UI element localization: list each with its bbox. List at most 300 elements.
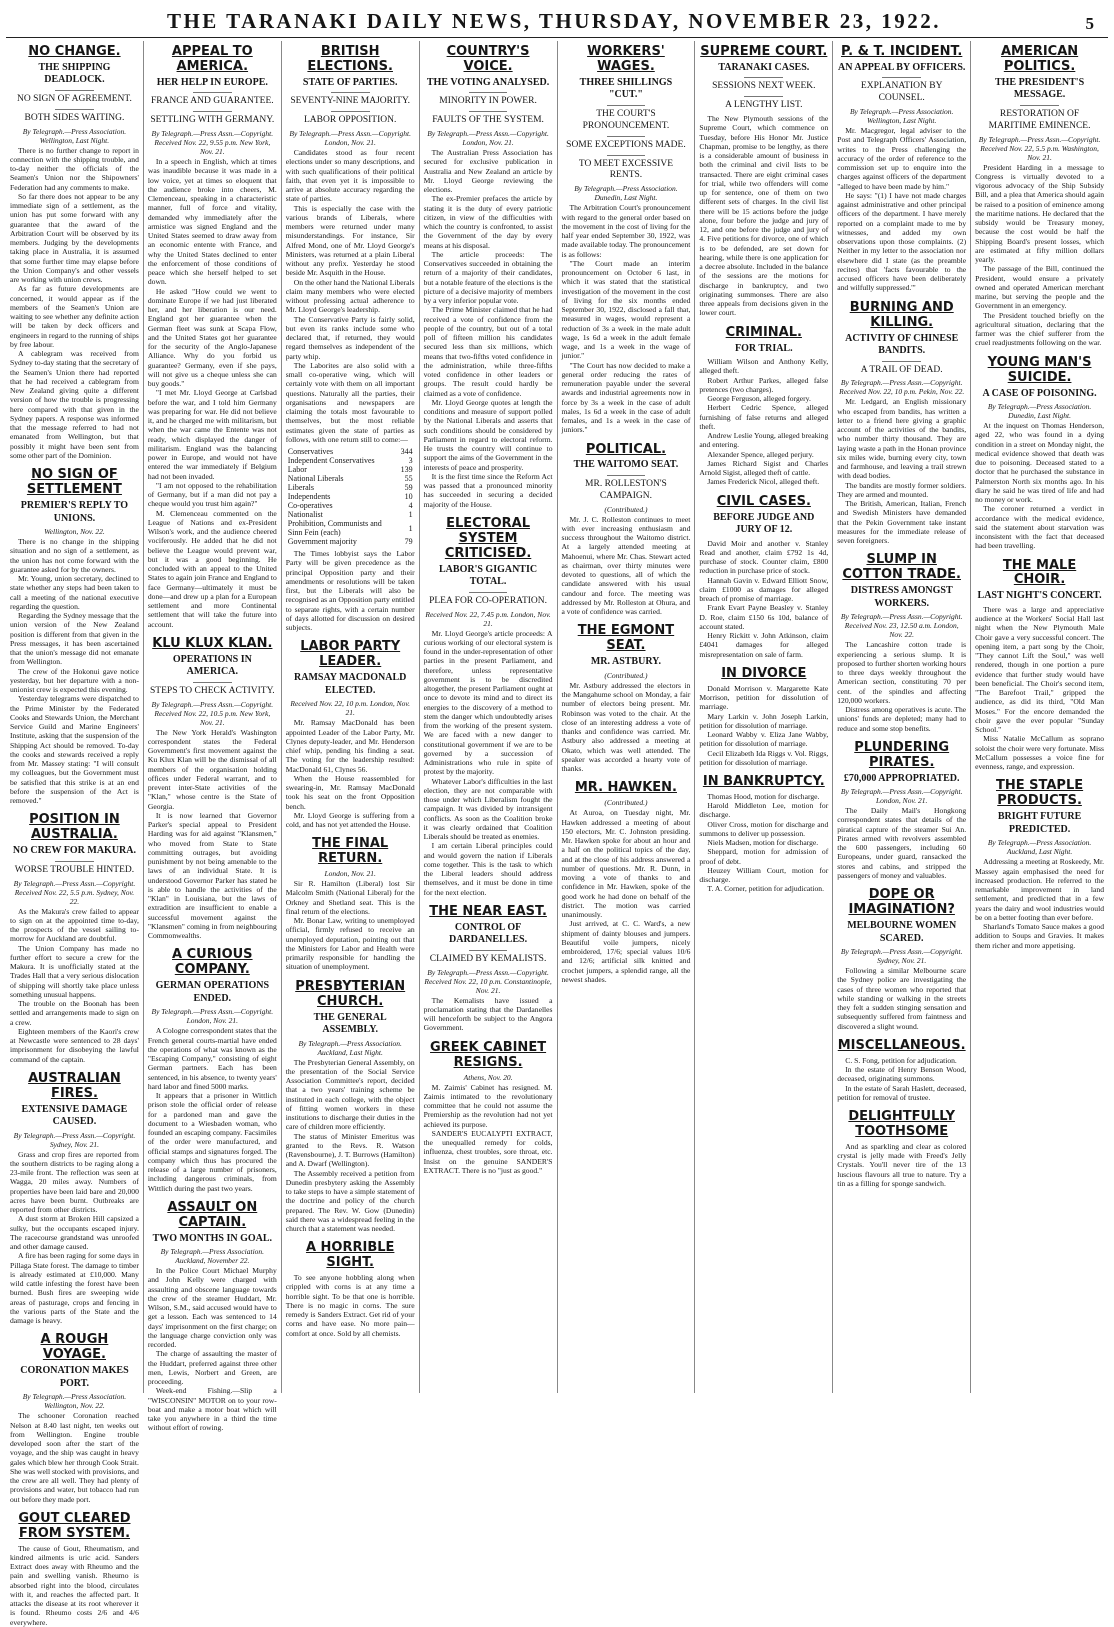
article (148, 1201, 277, 1433)
headline-rule (1020, 105, 1059, 106)
article (148, 948, 277, 1192)
article-dateline: By Telegraph.—Press Assn.—Copyright. London, Nov. 21. (840, 787, 963, 806)
article-subheadline: THREE SHILLINGS "CUT." (579, 76, 673, 101)
article (10, 468, 139, 805)
article-paragraph: The Prime Minister claimed that he had received a vote of confidence from the people of the country, but out of a total poll of fifteen million his candidates secured less than six millions, which means that two-fifths voted confidence in the administration, while three-fifths voted confidence in other leaders or groups. The result could hardly be claimed as a vote of confidence. (423, 305, 553, 398)
article-paragraph: And as sparkling and clear as colored crystal is jelly made with Freed's Jelly Crystals. You'll never tire of the 13 luscious flavours all true to nature. Try a tin as a filling for sponge sandwich. (837, 1141, 967, 1188)
article-paragraph: Robert Arthur Parkes, alleged false pretences (two charges). (699, 375, 829, 394)
article (562, 443, 691, 617)
article-paragraph: Just arrived, at C. C. Ward's, a new shipment of dainty blouses and jumpers. Beautiful voile jumpers, nicely embroidered, 17/6; special values 10/6 and 12/6; artificial silk knitted and crochet jumpers, a splendid range, all the newest shades. (561, 919, 691, 984)
article-subheadline: PREMIER'S REPLY TO UNIONS. (20, 500, 129, 524)
article-paragraph: Yesterday telegrams were dispatched to the Prime Minister by the Federated Cooks and Stewards Union, the Merchant Service Guild and Marine Engineers' Institute, asking that the suspension of the Shipping Act should be removed. To-day the cooks and stewards received a reply from Mr. Massey stating: "I will consult my colleagues, but the Government must be satisfied that this strike is at an end before the suspension of the Act is removed." (10, 694, 139, 806)
article-headline: POSITION IN AUSTRALIA. (29, 812, 120, 843)
article-subheadline: HER HELP IN EUROPE. (156, 76, 268, 88)
article (837, 741, 966, 880)
article-subheadline: DISTRESS AMONGST WORKERS. (850, 585, 953, 609)
article-paragraph: Mr. J. C. Rolleston continues to meet with ever increasing enthusiasm and success throughout the Waitomo district. At a largely attended meeting at Mahoenui, where Mr. Chas. Stewart acted as chairman, over thirty minutes were devoted to questions, all of which the candidate answered with his usual candour and force. The meeting was addressed by Mr. Rolleston at Ohura, and a vote of confidence was carried. (561, 514, 691, 617)
article (975, 45, 1104, 348)
article (837, 301, 966, 546)
article-paragraph: The President touched briefly on the agricultural situation, declaring that the farmer was the chief sufferer from the cruel readjustments following on the war. (975, 310, 1104, 348)
article-paragraph: The British, American, Italian, French and Swedish Ministers have demanded that the Pekin Government take instant measures for the immediate release of seven foreigners. (837, 499, 967, 546)
article-subheadline: TARANAKI CASES. (718, 61, 810, 73)
headline-rule (55, 90, 94, 91)
article-subheadline: £70,000 APPROPRIATED. (843, 772, 960, 784)
party-seats: 1 (408, 523, 413, 533)
article-paragraph: There was a large and appreciative audience at the Workers' Social Hall last night when the New Plymouth Male Choir gave a very successful concert. The opening item, a part song by the Choir, "They cannot Lift the Soul," was well rendered, though in one portion a pure evidence that further study would have been beneficial. The Choir's second item, "The Barefoot Trail," gripped the audience, as did its third, "Old Man Moses." For the encore demanded the choir gave the ever popular "Sunday School." (975, 604, 1104, 735)
article-subheadline: MR. ROLLESTON'S CAMPAIGN. (585, 478, 667, 501)
article-headline: WORKERS' WAGES. (587, 44, 665, 74)
results-row (286, 519, 415, 537)
party-name: Independent Conservatives (287, 456, 375, 466)
article (699, 775, 828, 894)
article-dateline: (Contributed.) (604, 670, 648, 680)
article-paragraph: Mr. Lloyd George's article proceeds: A curious working of our electoral system is found in the under-representation of other parties in the present Parliament, and therefore, unless representative government is to be discredited altogether, the present Parliament ought at once to devote its mind and to direct its energies to the discovery of a method to stem the danger which undoubtedly arises from the working of the present system. We are faced with a new danger to constitutional government if we are to be governed by a succession of Administrations who rule in spite of protest by the majority. (423, 628, 553, 777)
article (562, 781, 691, 984)
article-dateline: Wellington, Nov. 22. (44, 527, 105, 537)
article-paragraph: This is especially the case with the various brands of Liberals, where members were returned under many misunderstandings. For instance, Sir Alfred Mond, one of Mr. Lloyd George's Ministers, was returned at a plain Liberal without any prefix. Yesterday he stood beside Mr. Asquith in the House. (285, 203, 415, 278)
article-paragraph: There is no change in the shipping situation and no sign of a settlement, as the union has not come forward with the guarantee asked for by the owners. (10, 537, 139, 574)
article-headline: SUPREME COURT. (700, 44, 828, 59)
headline-rule (331, 92, 370, 93)
article-dateline: By Telegraph.—Press Association. Dunedin, Last Night. (987, 402, 1092, 420)
article-paragraph: Sharland's Tomato Sauce makes a good addition to Soups and Gravies. It makes them richer and more appetising. (975, 922, 1104, 950)
article-dateline: By Telegraph.—Press Association. Auckland, Last Night. (987, 838, 1092, 857)
article-paragraph: Following a similar Melbourne scare the Sydney police are investigating the cases of three women who reported that while standing or walking in the streets they felt a sudden stinging sensation and subsequently suffered from faintness and discovered a slight wound. (837, 966, 967, 1031)
party-seats: 3 (408, 456, 413, 466)
newspaper-column (6, 41, 144, 1627)
headline-rule (331, 111, 370, 112)
article-subheadline: LAST NIGHT'S CONCERT. (977, 590, 1102, 602)
article-paragraph: "I am not opposed to the rehabilitation of Germany, but if a man did not pay a cheque would you trust him again?" (147, 480, 277, 509)
article-subheadline: FAULTS OF THE SYSTEM. (432, 115, 544, 126)
article-paragraph: The Assembly received a petition from Dunedin presbytery asking the Assembly to take steps to have a simple statement of the doctrine and policy of the church prepared. The Rev. W. Gow (Dunedin) said there was a widespread feeling in the church that a statement was needed. (285, 1168, 415, 1233)
article-headline: A ROUGH VOYAGE. (40, 1332, 109, 1363)
results-row (286, 456, 415, 465)
article-paragraph: In the estate of Henry Benson Wood, deceased, originating summons. (837, 1065, 967, 1084)
article-headline: COUNTRY'S VOICE. (446, 44, 530, 74)
article-headline: NO CHANGE. (28, 44, 121, 59)
article (699, 45, 828, 318)
article-paragraph: There is no further change to report in connection with the shipping trouble, and to-day neither the officials of the Seamen's Union nor the Shipowners' Federation had any comments to make. (10, 145, 139, 192)
article-paragraph: The crew of the Hokonui gave notice yesterday, but her departure with a non-unionist crew is expected this evening. (10, 666, 139, 695)
article-paragraph: The status of Minister Emeritus was granted to the Revs. R. Watson (Ravensbourne), J. T. Burrows (Hamilton) and A. Dwarf (Wellington). (285, 1131, 415, 1169)
article-subheadline: EXTENSIVE DAMAGE CAUSED. (21, 1103, 128, 1128)
page-number: 5 (1085, 14, 1094, 33)
article (286, 640, 415, 829)
newspaper-column (833, 41, 971, 1393)
article-subheadline: GERMAN OPERATIONS ENDED. (155, 980, 270, 1004)
article-dateline: By Telegraph.—Press Assn.—Copyright. London, Nov. 21. (427, 129, 549, 148)
article-paragraph: At Auroa, on Tuesday night, Mr. Hawken addressed a meeting of about 150 electors, Mr. C. Johnston presiding. Mr. Hawken spoke for about an hour and a half on the political topics of the day, and at the close of his address answered a number of questions. Mr. R. Dunn, in moving a vote of thanks to and confidence in Mr. Hawken, spoke of the good work he had done on behalf of the district. The motion was carried unanimously. (561, 808, 691, 919)
election-results-table (286, 447, 415, 546)
party-seats: 55 (404, 474, 413, 484)
article-paragraph: "The Court made an interim pronouncement on October 6 last, in which it was stated that the statistical investigation of the movement in the cost of living for the six months ended September 30, 1922, disclosed a fall that, measured in wages, would represent a reduction of 3s a week in the male adult wage, 1s 6d a week in the adult female wage, and 1s a week in the wage of junior." (561, 258, 691, 361)
article-headline: POLITICAL. (585, 441, 667, 457)
article-paragraph: Whatever Labor's difficulties in the last election, they are not comparable with those under which Liberalism fought the campaign. It was divided by intransigent conflicts. As soon as the Coalition broke it was clearly ordained that Coalition Liberals should be treated as enemies. (423, 776, 553, 842)
article-headline: THE MALE CHOIR. (1002, 557, 1077, 588)
headline-rule (193, 682, 232, 683)
article-paragraph: It is now learned that Governor Parker's special appeal to President Harding was for aid against "Klansmen," who moved from State to State committing outrages, but avoiding punishment by not being amenable to the laws of an individual State. It is understood Governor Parker has stated he is able to handle the activities of the "Klan" in Louisiana, but the laws of extradition are insufficient to enable a successful movement against the "Klansmen" coming in from neighbouring Commonwealths. (147, 810, 277, 941)
article-dateline: By Telegraph.—Press Assn.—Copyright. Sydney, Nov. 21. (840, 947, 963, 966)
article-paragraph: The Conservative Party is fairly solid, but even its ranks include some who declared that, if returned, they would regard themselves as independent of the party whip. (285, 314, 415, 361)
headline-rule (469, 92, 508, 93)
article-paragraph: He says: "(1) I have not made charges against administrative and other principal officers of the department. I have merely reported on a complaint made to me by witnesses, and added my own observations upon those complaints. (2) Neither in my letter to the association nor elsewhere did I state (as the preamble recites) that 'facts favourable to the accused officers have been deliberately and wilfully suppressed.'" (837, 190, 967, 293)
article-subheadline: EXPLANATION BY COUNSEL. (860, 81, 943, 104)
party-seats: 79 (404, 537, 413, 547)
article (286, 1241, 415, 1338)
party-name: Government majority (287, 537, 357, 547)
article-subheadline: AN APPEAL BY OFFICERS. (837, 61, 966, 73)
masthead (6, 0, 1108, 38)
article-subheadline: A LENGTHY LIST. (725, 100, 803, 111)
article-paragraph: On the other hand the National Liberals claim many members who were elected without professing actual adherence to Mr. Lloyd George's leadership. (285, 277, 415, 315)
article-subheadline: PLEA FOR CO-OPERATION. (429, 595, 548, 606)
article (837, 553, 966, 732)
newspaper-column (144, 41, 282, 1433)
article-paragraph: As far as future developments are concerned, it would appear as if the members of the Seamen's Union are waiting to see whether any definite action will be taken by deck officers and engineers in regard to the running of ships by free labour. (10, 284, 139, 349)
article-dateline: By Telegraph.—Press Assn.—Copyright. Received Nov. 22, 5.5 p.m. Washington, Nov. 21. (978, 134, 1101, 162)
article-paragraph: The New Plymouth sessions of the Supreme Court, which commence on Tuesday, before His Honor Mr. Justice Chapman, promise to be lengthy, as there is a considerable amount of business in both the criminal and civil lists to be transacted. There are eight criminal cases for trial, while two offenders will come up for sentence, one of them on two different sets of charges. In the civil list there will be 15 actions before the judge alone, four before the judge and jury of 12, and one before the judge and jury of 4. Five petitions for divorce, one of which is to be defended, are set down for hearing, while there is one application for a decree absolute. Included in the balance of the sessions are the motions for discharge in bankruptcy, and two originating summonses. There are also three appeals from decisions given in the lower court. (699, 114, 829, 318)
article-subheadline: LABOR'S GIGANTIC TOTAL. (439, 563, 538, 588)
headline-rule (469, 950, 508, 951)
article-headline: P. & T. INCIDENT. (841, 44, 963, 59)
article-paragraph: Sheppard, motion for admission of proof of debt. (699, 847, 829, 866)
headline-rule (193, 92, 232, 93)
article (837, 1039, 966, 1102)
article-dateline: By Telegraph.—Press Association. Wellington, Last Night. (849, 107, 954, 126)
article-paragraph: Distress among operatives is acute. The unions' funds are depleted; many had to reduce and some stop benefits. (837, 705, 967, 733)
article-dateline: By Telegraph.—Press Assn.—Copyright. Received Nov. 22, 10 p.m. Pekin, Nov. 22. (839, 378, 965, 397)
article-paragraph: T. A. Corner, petition for adjudication. (707, 884, 824, 894)
article-headline: YOUNG MAN'S SUICIDE. (987, 354, 1092, 385)
results-row (286, 510, 415, 519)
article-paragraph: Herbert Cedric Spence, alleged furnishing of false returns and alleged theft. (699, 403, 829, 431)
article-paragraph: Alexander Spence, alleged perjury. (707, 449, 814, 459)
article-paragraph: George Ferguson, alleged forgery. (707, 394, 811, 404)
article-subheadline: SESSIONS NEXT WEEK. (712, 81, 816, 92)
party-name: Prohibition, Communists and Sinn Fein (each) (287, 519, 382, 538)
article-headline: GREEK CABINET RESIGNS. (430, 1039, 547, 1070)
article (699, 326, 828, 487)
columns-container (6, 41, 1108, 1627)
article (699, 667, 828, 767)
article-paragraph: "The Court has now decided to make a general order reducing the rates of remuneration payable under the several awards and industrial agreements now in force by 3s a week in the case of adult males, 1s 6d a week in the case of adult females, and 1s a week in the case of juniors." (561, 360, 691, 435)
article-paragraph: Leonard Wabby v. Eliza Jane Wabby, petition for dissolution of marriage. (699, 730, 829, 749)
article-subheadline: ACTIVITY OF CHINESE BANDITS. (845, 332, 959, 357)
article-paragraph: M. Clemenceau commented on the League of Nations and ex-President Wilson's work, and the audience cheered vociferously. He added that he did not believe the League would prevent war, but it was a good beginning. He concluded with an appeal to the United States to again join France and England to face Germany—ultimately it must be done—and drew up a plan for a European settlement and more Continental settlement that will take the future into account. (147, 508, 277, 629)
party-seats: 344 (400, 447, 413, 457)
article-dateline: By Telegraph.—Press Assn.—Copyright. Received Nov. 22, 10 p.m. Constantinople, Nov. 21. (424, 967, 552, 995)
newspaper-column (695, 41, 833, 1393)
article (837, 1110, 966, 1188)
article (424, 1041, 553, 1175)
article (424, 517, 553, 897)
article-headline: THE FINAL RETURN. (312, 836, 389, 867)
article-subheadline: LABOR OPPOSITION. (304, 115, 397, 126)
party-seats: 1 (408, 510, 413, 520)
article-paragraph: The passage of the Bill, continued the President, would ensure a privately owned and operated American merchant marine, but serving the people and the Government in an emergency. (975, 264, 1104, 311)
article-headline: LABOR PARTY LEADER. (300, 639, 401, 670)
article-subheadline: CORONATION MAKES PORT. (20, 1365, 129, 1389)
article-paragraph: The Times lobbyist says the Labor Party will be given precedence as the principal Opposition party and their amendments or resolutions will be taken first, but the Liberals will also be recognised as an Opposition party entitled to separate rights, with a certain number of days allotted for discussion on desired subjects. (285, 549, 415, 633)
newspaper-column (558, 41, 696, 1393)
party-name: Nationalist (287, 510, 323, 520)
party-name: Liberals (287, 483, 314, 493)
article-paragraph: Heuzey William Court, motion for discharge. (699, 865, 829, 885)
results-row (286, 537, 415, 546)
newspaper-column (420, 41, 558, 1393)
article-headline: AUSTRALIAN FIRES. (28, 1070, 121, 1101)
party-name: Labor (287, 465, 307, 475)
article-subheadline: A CASE OF POISONING. (982, 387, 1097, 399)
article-paragraph: Henry Rickitt v. John Atkinson, claim £4041 damages for alleged misrepresentation on sale of farm. (699, 631, 829, 659)
results-row (286, 492, 415, 501)
article-subheadline: MELBOURNE WOMEN SCARED. (847, 920, 957, 944)
headline-rule (882, 77, 921, 78)
article-paragraph: As the Makura's crew failed to appear to sign on at the appointed time to-day, the prospects of the vessel sailing to-morrow for Auckland are doubtful. (10, 906, 139, 944)
article-subheadline: THE SHIPPING DEADLOCK. (38, 61, 111, 86)
article-dateline: Athens, Nov. 20. (463, 1072, 513, 1082)
article-headline: AMERICAN POLITICS. (1000, 44, 1079, 74)
article-paragraph: "I met Mr. Lloyd George at Carlsbad before the war, and I told him Germany was preparing for war. He did not believe it, and he charged me with militarism, but when the war came the Entente was not ready, which displayed the danger of militarism. England was the balancing power in Europe, and would not have entered the war immediately if Belgium had not been invaded. (147, 388, 277, 481)
article-subheadline: TWO MONTHS IN GOAL. (152, 1232, 273, 1244)
article-subheadline: TO MEET EXCESSIVE RENTS. (578, 158, 673, 181)
article-paragraph: William Wilson and Anthony Kelly, alleged theft. (699, 357, 829, 376)
article-paragraph: The cause of Gout, Rheumatism, and kindred ailments is uric acid. Sanders Extract does away with Rheumo and the pain and swelling vanish. Rheumo is absorbed right into the blood, circulates with it, and reaches the affected part. It attacks the disease at its root wherever it is found. Rheumo costs 2/6 and 4/6 everywhere. (10, 1543, 139, 1627)
article-paragraph: The Australian Press Association has secured for exclusive publication in Australia and New Zealand an article by Mr. Lloyd George reviewing the elections. (423, 148, 553, 195)
article-dateline: By Telegraph.—Press Assn.—Copyright. Received Nov. 23, 12.50 a.m. London, Nov. 22. (840, 612, 963, 640)
article (837, 45, 966, 293)
article-paragraph: David Moir and another v. Stanley Read and another, claim £792 1s 4d, purchase of stock. Counter claim, £800 reduction in purchase price of stock. (699, 538, 829, 576)
article-paragraph: A dust storm at Broken Hill capsized a sulky, but the occupants escaped injury. The racecourse grandstand was unroofed and other damage caused. (10, 1214, 139, 1252)
article-paragraph: Mr. Macgregor, legal adviser to the Post and Telegraph Officers' Association, writes to the Press challenging the accuracy of the order of reference to the commission set up to enquire into the charges against officers of the department "alleged to have been made by him." (837, 126, 967, 191)
article-paragraph: In the Police Court Michael Murphy and John Kelly were charged with assaulting and obscene language towards the crew of the steamer Huddart, Mr. Wilson, S.M., said accused would have to get a lesson. Each was sentenced to 14 days' imprisonment on the first charge; on the language charge conviction only was recorded. (147, 1266, 277, 1350)
article-paragraph: The ex-Premier prefaces the article by stating it is the duty of every patriotic citizen, in view of the difficulties with which the country is confronted, to assist the Government of the day by every means at his disposal. (423, 194, 553, 250)
article-paragraph: Andrew Leslie Young, alleged breaking and entering. (699, 431, 829, 450)
article (286, 45, 415, 632)
article-subheadline: FOR TRIAL. (735, 342, 793, 354)
article-subheadline: FRANCE AND GUARANTEE. (150, 96, 274, 107)
article-dateline: By Telegraph.—Press Association. Auckland, Last Night. (298, 1038, 402, 1057)
article-paragraph: Oliver Cross, motion for discharge and summons to deliver up possession. (699, 819, 829, 838)
article-dateline: Received Nov. 22, 7.45 p.m. London, Nov. 21. (425, 609, 551, 628)
article-headline: APPEAL TO AMERICA. (171, 44, 253, 74)
article-headline: THE EGMONT SEAT. (577, 623, 675, 654)
article-headline: A HORRIBLE SIGHT. (305, 1240, 395, 1271)
article-headline: IN BANKRUPTCY. (702, 774, 825, 789)
article-paragraph: Thomas Hood, motion for discharge. (707, 791, 820, 801)
article-paragraph: The Daily Mail's Hongkong correspondent states that details of the piratical capture of the steamer Sui An. Pirates armed with revolvers assembled the 600 passengers, including 60 Europeans, under guard, ransacked the stores and cabins, and stripped the passengers of money and valuables. (837, 806, 967, 880)
article-subheadline: THE GENERAL ASSEMBLY. (313, 1011, 387, 1035)
article-paragraph: Mr. Lloyd George is suffering from a cold, and has not yet attended the House. (285, 810, 415, 829)
article (975, 559, 1104, 772)
headline-rule (607, 136, 646, 137)
article-paragraph: Donald Morrison v. Margarette Kate Morrison, petition for dissolution of marriage. (699, 683, 829, 712)
article (975, 779, 1104, 949)
article (10, 1333, 139, 1503)
results-row (286, 474, 415, 483)
article-dateline: By Telegraph.—Press Association. Auckland, November 22. (160, 1247, 265, 1266)
article-subheadline: NO CREW FOR MAKURA. (12, 845, 137, 857)
article-subheadline: STEPS TO CHECK ACTIVITY. (150, 685, 275, 696)
article-dateline: By Telegraph.—Press Assn.—Copyright. Sydney, Nov. 21. (13, 1130, 136, 1149)
article-dateline: By Telegraph.—Press Assn.—Copyright. Received Nov. 22, 5.5 p.m. Sydney, Nov. 22. (13, 878, 136, 906)
party-seats: 4 (408, 501, 413, 511)
article-subheadline: MR. ASTBURY. (590, 656, 661, 668)
article-subheadline: SOME EXCEPTIONS MADE. (566, 139, 686, 150)
article-subheadline: THE VOTING ANALYSED. (426, 76, 550, 88)
article (562, 45, 691, 435)
article-subheadline: A TRAIL OF DEAD. (860, 364, 943, 375)
article-paragraph: Week-end Fishing.—Slip a "WISCONSIN" MOTOR on to your row-boat and make a motor boat which will take you anywhere in a third the time without effort of rowing. (147, 1386, 277, 1433)
article-dateline: Received Nov. 22, 10 p.m. London, Nov. 21. (290, 699, 411, 718)
article-subheadline: CONTROL OF DARDANELLES. (449, 921, 528, 946)
article-paragraph: The Kemalists have issued a proclamation stating that the Dardanelles will henceforth be subject to the Angora Government. (423, 995, 553, 1033)
article (286, 980, 415, 1234)
article-paragraph: The Laborites are also solid with a small co-operative wing, which will certainly vote with them on all important questions. Naturally all the parties, their organisations and newspapers are claiming the totals most favourable to themselves, but the most reliable estimates given the state of parties as follows, with one return still to come:— (285, 360, 415, 444)
article-paragraph: The Lancashire cotton trade is experiencing a serious slump. It is proposed to further shorten working hours to three days weekly throughout the American section, constituting 70 per cent. of the spindles and affecting 120,000 workers. (837, 640, 967, 705)
article-paragraph: It appears that a prisoner in Wittlich prison stole the official order of release for a pardoned man and gave the document to a Wiesbaden woman, who founded an escaping company. Facsimiles of the order were manufactured, and official stamps and signatures forged. The company which thus has procured the release of a large number of prisoners, including dangerous criminals, from Wittlich during the past two years. (147, 1091, 277, 1193)
article-dateline: By Telegraph.—Press Association. Wellington, Nov. 22. (22, 1392, 127, 1411)
newspaper-column (971, 41, 1108, 1393)
article-paragraph: The Union Company has made no further effort to secure a crew for the Makura. It is unofficially stated at the Trades Hall that a very serious dislocation of shipping will shortly take place unless something unusual happens. (10, 943, 139, 999)
article-paragraph: M. Zaimis' Cabinet has resigned. M. Zaimis intimated to the revolutionary committee that he could not assume the Premiership as the revolution had not yet achieved its purpose. (423, 1082, 553, 1129)
article-headline: MR. HAWKEN. (574, 780, 677, 796)
article-subheadline: SETTLING WITH GERMANY. (150, 115, 275, 126)
article (10, 1072, 139, 1326)
article-headline: A CURIOUS COMPANY. (172, 947, 253, 978)
article-subheadline: MINORITY IN POWER. (439, 96, 537, 107)
article-paragraph: The coroner returned a verdict in accordance with the medical evidence, said the statement about starvation was inconsistent with the fact that deceased had been travelling. (975, 504, 1104, 551)
article (562, 624, 691, 773)
article-paragraph: Harold Middleton Lee, motion for discharge. (699, 801, 829, 820)
headline-rule (55, 861, 94, 862)
headline-rule (607, 105, 646, 106)
article-dateline: By Telegraph.—Press Association. Dunedin, Last Night. (574, 184, 678, 203)
article-headline: ASSAULT ON CAPTAIN. (167, 1199, 258, 1230)
party-seats: 59 (404, 483, 413, 493)
article-paragraph: Mr. Ramsay MacDonald has been appointed Leader of the Labor Party, Mr. Clynes deputy-leader, and Mr. Henderson chief whip, pending his finding a seat. The voting for the leadership resulted: MacDonald 61, Clynes 56. (285, 718, 415, 774)
article-paragraph: Mary Larkin v. John Joseph Larkin, petition for dissolution of marriage. (699, 711, 829, 730)
article-paragraph: A cablegram was received from Sydney to-day stating that the secretary of the Seamen's Union there had reported that he had received a cablegram from New Zealand giving quite a different version of how the trouble is progressing here compared with that given in the Sydney papers. A response was informed that the message referred to had not emanated from Wellington, but that possibly it might have been sent from some other part of the Dominion. (10, 349, 139, 460)
article-headline: THE STAPLE PRODUCTS. (995, 778, 1084, 809)
article-headline: MISCELLANEOUS. (837, 1037, 966, 1053)
article (10, 45, 139, 460)
article-headline: IN DIVORCE (721, 665, 807, 681)
article-dateline: (Contributed.) (604, 504, 648, 514)
article-paragraph: Sir R. Hamilton (Liberal) lost Sir Malcolm Smith (National Liberal) for the Orkney and Shetland seat. This is the final return of the elections. (285, 879, 415, 916)
article-subheadline: SEVENTY-NINE MAJORITY. (290, 96, 410, 107)
party-name: Conservatives (287, 447, 334, 457)
party-name: Co-operatives (287, 501, 333, 511)
article-paragraph: Addressing a meeting at Roskeedy, Mr. Massey again emphasised the need for increased production. He referred to the remarkable improvement in land settlement, and predicted that in a few years the dairy and wool industries would be on a better footing than ever before. (975, 857, 1104, 922)
article-headline: PLUNDERING PIRATES. (854, 739, 950, 770)
headline-rule (469, 111, 508, 112)
article-paragraph: The article proceeds: The Conservatives succeeded in obtaining the return of a majority of their candidates, but a notable feature of the elections is the picture of a decisive majority of members by a very inferior popular vote. (423, 249, 553, 306)
article-headline: NO SIGN OF SETTLEMENT (26, 467, 122, 498)
article-dateline: By Telegraph.—Press Assn.—Copyright. Received Nov. 22, 10.5 p.m. New York, Nov. 21. (151, 699, 274, 727)
article-paragraph: It is the first time since the Reform Act was passed that a pronounced minority has succeeded in securing a decided majority of the House. (423, 471, 553, 509)
article-paragraph: Miss Natalie McCallum as soprano soloist the choir were very fortunate. Miss McCallum possesses a voice fine for evenness, range, and expression. (975, 734, 1104, 772)
article-dateline: (Contributed.) (604, 798, 648, 808)
article-dateline: By Telegraph.—Press Assn.—Copyright. London, Nov. 21. (289, 129, 411, 148)
headline-rule (744, 77, 783, 78)
article-paragraph: In a speech in English, which at times was inaudible because it was made in a low voice, yet at times so eloquent that the audience broke into cheers, M. Clemenceau, speaking in a characteristic manner, full of force and vitality, demanded why immediately after the armistice was signed England and the United States seemed to draw away from an economic entente with France, and why the United States declined to enter the enforcement of those conditions of peace which she herself helped to set down. (147, 157, 277, 287)
headline-rule (469, 592, 508, 593)
article-headline: DELIGHTFULLY TOOTHSOME (848, 1109, 955, 1139)
article-subheadline: BEFORE JUDGE AND JURY OF 12. (713, 511, 815, 536)
article-headline: KLU KLUX KLAN. (152, 635, 273, 651)
article-paragraph: Mr. Young, union secretary, declined to state whether any steps had been taken to call a meeting of the national executive regarding the question. (10, 574, 139, 611)
article-paragraph: Niels Madsen, motion for discharge. (707, 838, 819, 848)
article-subheadline: CLAIMED BY KEMALISTS. (429, 953, 547, 964)
article-paragraph: The New York Herald's Washington correspondent states the Federal Government's first movement against the Ku Klux Klan will be the dismissal of all members of the organisation holding offices under Federal warrant, and to prevent inter-State activities of the "Klan," whose centre is the State of Georgia. (147, 727, 277, 811)
article-subheadline: BOTH SIDES WAITING. (24, 112, 125, 123)
article-paragraph: The Arbitration Court's pronouncement with regard to the general order based on the movement in the cost of living for the half year ended September 30, 1922, was made available today. The pronouncement is as follows: (561, 203, 691, 259)
article-subheadline: WORSE TROUBLE HINTED. (14, 864, 135, 875)
results-row (286, 465, 415, 474)
newspaper-column (282, 41, 420, 1393)
article-subheadline: THE WAITOMO SEAT. (573, 459, 679, 471)
article-headline: CIVIL CASES. (716, 493, 811, 509)
article (424, 45, 553, 509)
article-dateline: By Telegraph.—Press Assn.—Copyright. Received Nov. 22, 9.55 p.m. New York, Nov. 21. (151, 129, 274, 157)
article-paragraph: James Frederick Nicol, alleged theft. (707, 477, 820, 487)
article-paragraph: Mr. Astbury addressed the electors in the Mangahume school on Monday, a fair number of electors being present. Mr. Robinson was voted to the chair. At the close of an interesting address a vote of thanks and confidence was carried. Mr. Astbury also addressed a meeting at Okato, which was well attended. The speaker was accorded a hearty vote of thanks. (561, 680, 691, 774)
article-paragraph: So far there does not appear to be any immediate sign of a settlement, as the union has put some forward with any guarantee that the award of the Arbitration Court will be observed by its members. Judging by the developments taking place in Australia, it is assumed that some further time may elapse before the Union Company's and other vessels are working with union crews. (10, 191, 139, 285)
article-subheadline: BRIGHT FUTURE PREDICTED. (997, 811, 1082, 835)
headline-rule (607, 155, 646, 156)
article-paragraph: President Harding in a message to Congress is virtually devoted to a vigorous advocacy of the Ship Subsidy Bill, and a plea that America should again be raised to a position of eminence among the maritime nations. He declared that the subsidy would be Treasury money, because the cost would be half the Shipping Board's present losses, which are estimated at fifty million dollars yearly. (975, 162, 1104, 265)
article (424, 905, 553, 1033)
headline-rule (744, 96, 783, 97)
article (10, 1512, 139, 1627)
article-paragraph: Grass and crop fires are reported from the southern districts to be raging along a 23-mile front. The reflection was seen at Wagga, 20 miles away. Numbers of properties have been laid bare and 20,000 acres have been burnt. Outbreaks are reported from other districts. (10, 1149, 139, 1215)
article-paragraph: Candidates stood as four recent elections under so many descriptions, and with such qualifications of their political faith, that even yet it is impossible to arrive at absolute accuracy regarding the state of parties. (285, 148, 415, 204)
article (286, 837, 415, 971)
headline-rule (882, 361, 921, 362)
party-name: Independents (287, 492, 331, 502)
article-headline: PRESBYTERIAN CHURCH. (295, 978, 406, 1009)
article-dateline: By Telegraph.—Press Association. Wellington, Last Night. (22, 126, 127, 145)
article-paragraph: James Richard Sigist and Charles Arnold Sigist, alleged theft of cattle. (699, 458, 829, 478)
article-paragraph: He asked "How could we went to dominate Europe if we had just liberated her, and her liberation is our need. England got her guarantee when the German fleet was sunk at Scapa Flow, and the United States got her guarantee for the security of the Anglo-Japanese Alliance. Why do you forbid us guarantee? Germany, even if she pays, will not give us a cheque unless she can buy goods." (147, 286, 277, 389)
results-row (286, 501, 415, 510)
article-paragraph: The bandits are mostly former soldiers. They are armed and mounted. (837, 480, 967, 499)
party-name: National Liberals (287, 474, 344, 484)
article-paragraph: The schooner Coronation reached Nelson at 8.40 last night, ten weeks out from Wellington. Engine trouble developed soon after the start of the voyage, and the ship was caught in heavy gales which blew her through Cook Strait. She was well stocked with provisions, and the crew are all well. They had plenty of provisions and water, but tobacco had run out before they made port. (10, 1411, 139, 1504)
article (837, 888, 966, 1031)
article-paragraph: The trouble on the Boonah has been settled and arrangements made to sign on a crew. (10, 999, 139, 1027)
article-headline: DOPE OR IMAGINATION? (848, 887, 955, 918)
headline-rule (607, 475, 646, 476)
article (148, 45, 277, 629)
article-paragraph: When the House reassembled for swearing-in, Mr. Ramsay MacDonald took his seat on the front Opposition bench. (285, 773, 415, 811)
article-headline: SLUMP IN COTTON TRADE. (842, 552, 961, 583)
article-subheadline: THE COURT'S PRONOUNCEMENT. (582, 108, 670, 131)
article-paragraph: The Presbyterian General Assembly, on the presentation of the Social Service Association Committee's report, decided that a two years' training scheme be instituted in each college, with the object of fitting women workers in these institutions to discharge their duties in the care of children more efficiently. (285, 1057, 415, 1132)
article (148, 637, 277, 941)
article (975, 356, 1104, 551)
article-headline: GOUT CLEARED FROM SYSTEM. (18, 1510, 131, 1541)
article-dateline: London, Nov. 21. (324, 869, 376, 879)
article-dateline: By Telegraph.—Press Assn.—Copyright. London, Nov. 21. (151, 1007, 274, 1026)
article-paragraph: I am certain Liberal principles could and would govern the nation if Liberals come together. This is the task to which the Liberal leaders should address themselves, and it must be done in time for the next election. (423, 841, 553, 897)
article-paragraph: Mr. Bonar Law, writing to unemployed official, firmly refused to receive an unemployed deputation, pointing out that the Ministers for Labor and Health were primarily responsible for handling the situation of unemployment. (285, 916, 415, 972)
headline-rule (193, 111, 232, 112)
results-row (286, 483, 415, 492)
article-paragraph: Frank Evart Payne Beasley v. Stanley D. Roe, claim £150 6s 10d, balance of account stated. (699, 603, 829, 631)
